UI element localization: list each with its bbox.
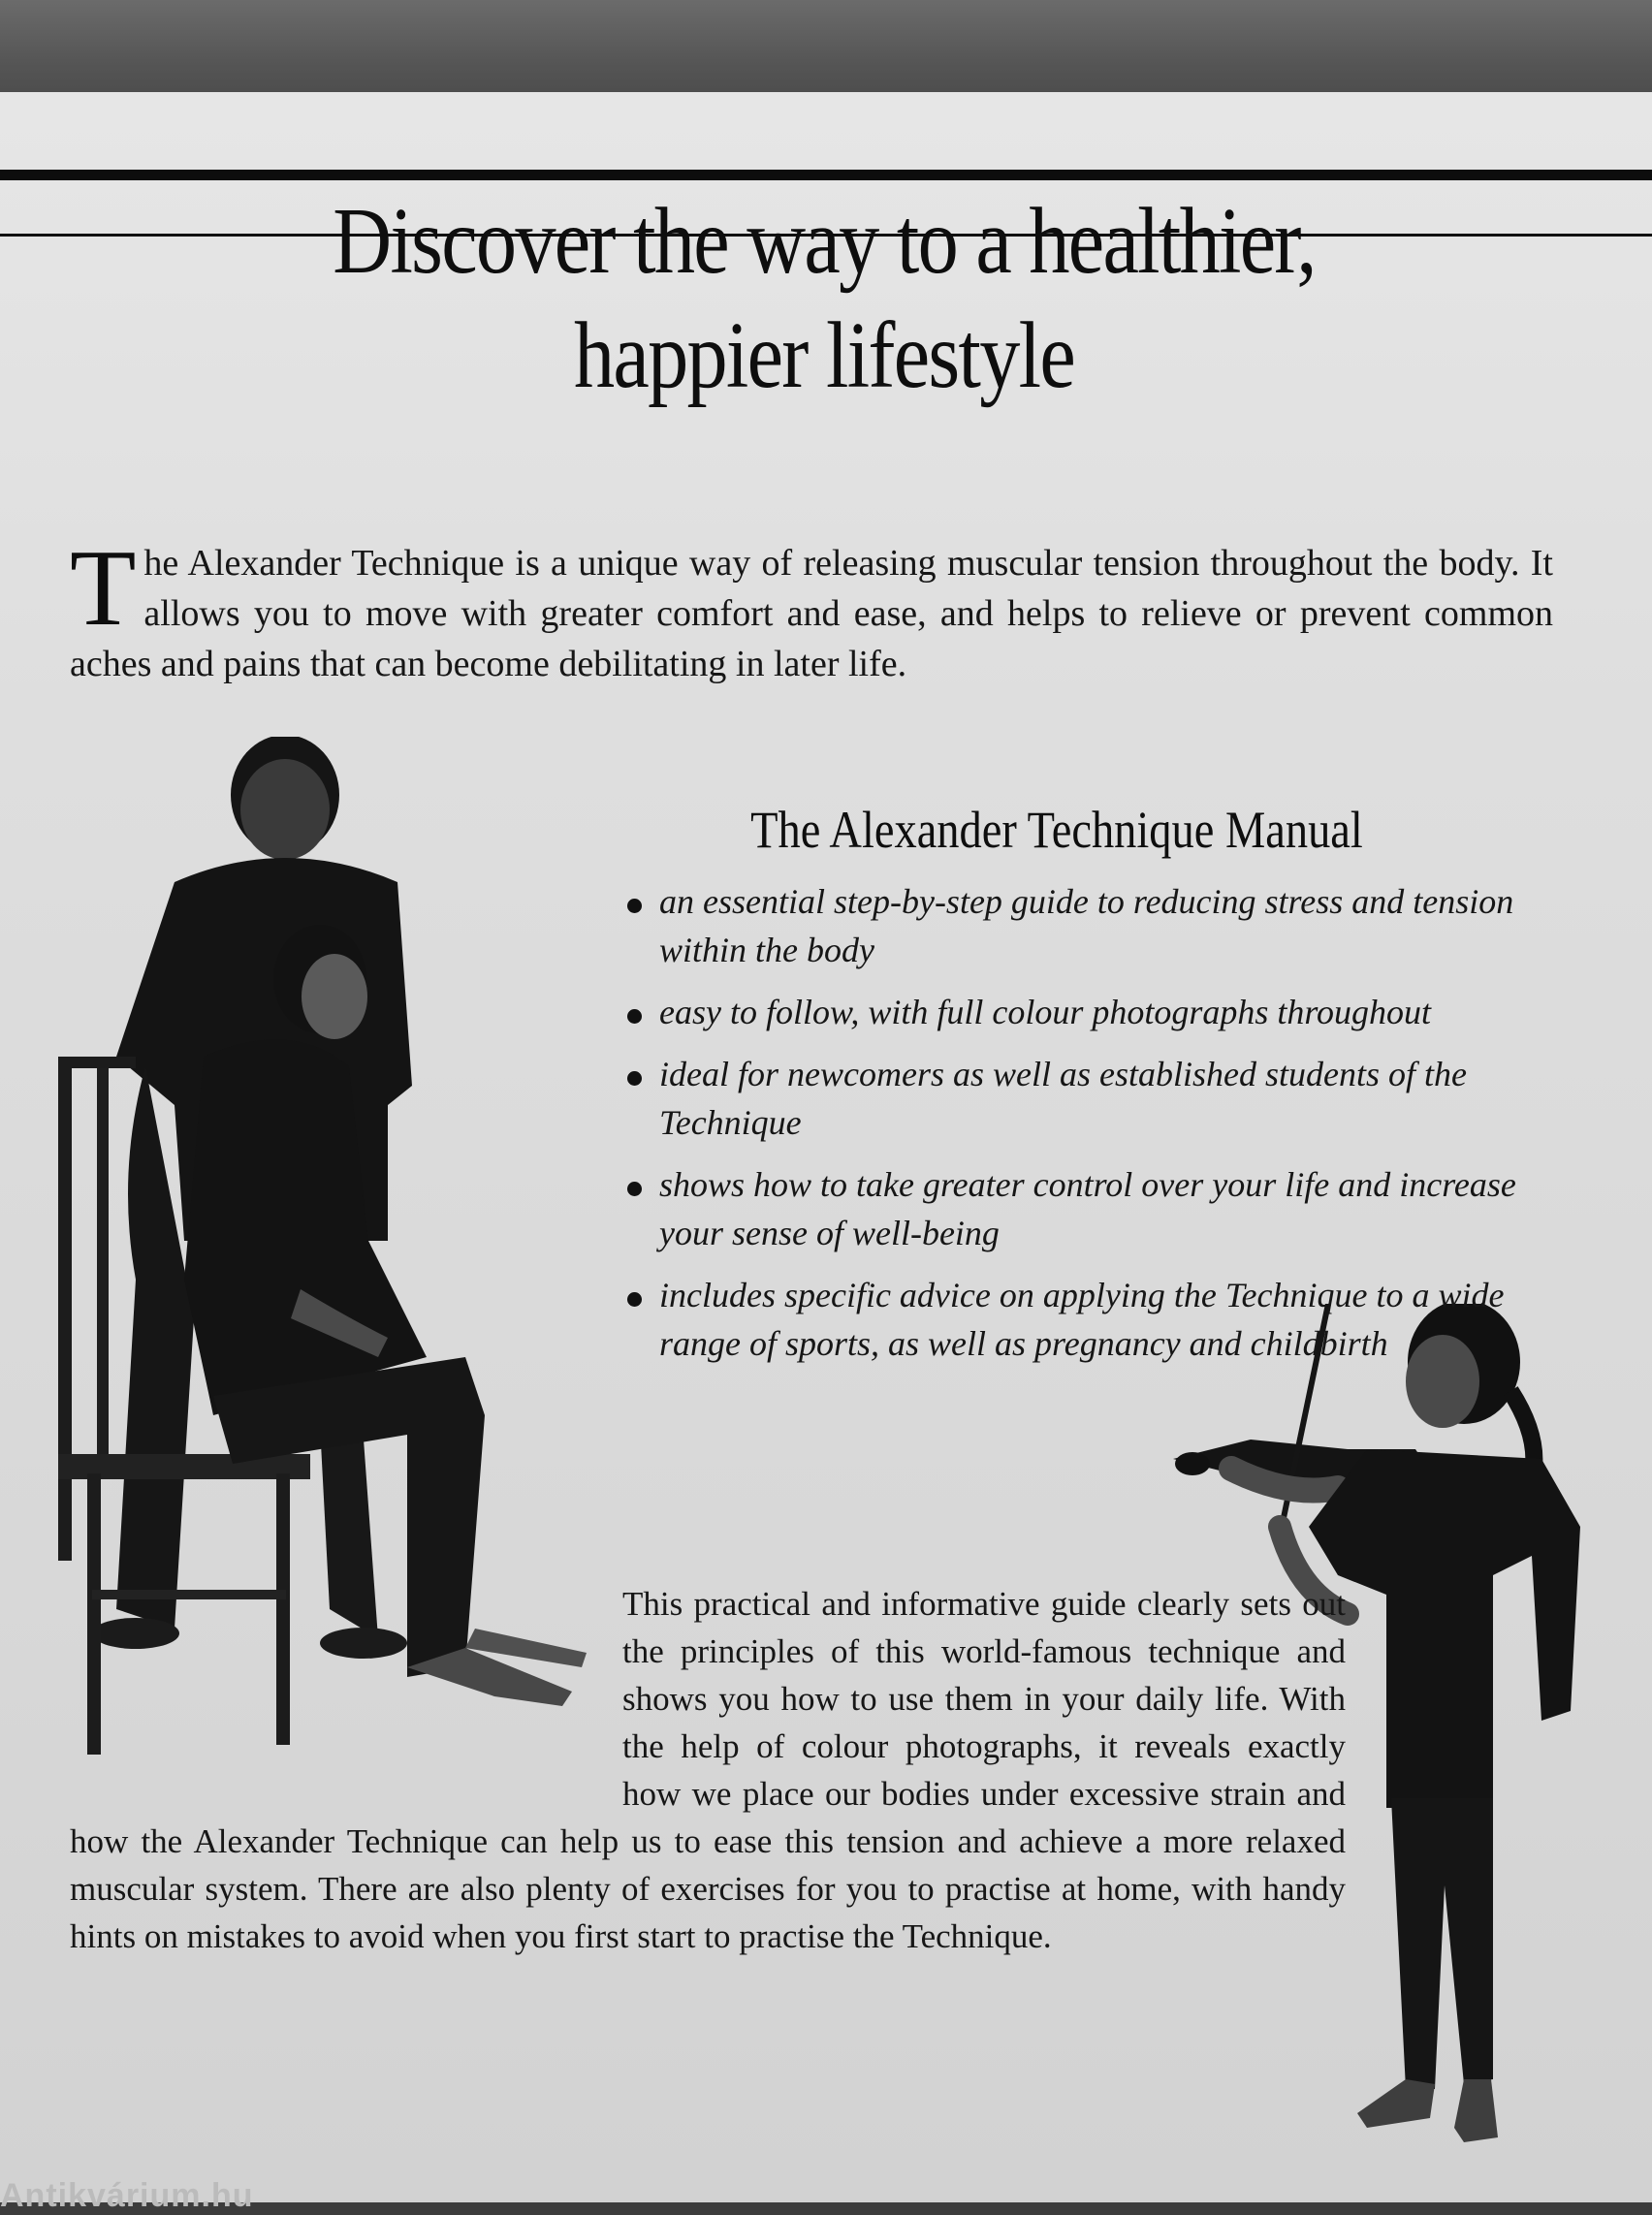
list-item: ideal for newcomers as well as established students of the Technique [620, 1050, 1541, 1147]
description-text: This practical and informative guide clearly sets out the principles of this world-famous technique and shows you how to use them in your daily life. With the help of colour photographs, it reveals exactly how we place our bodies under excessive strain and how the Alexander Technique can help us to ease this tension and achieve a more relaxed muscular system. There are also plenty of exercises for you to practise at home, with handy hints on mistakes to avoid when you first start to practise the Technique. [70, 1585, 1346, 1955]
drop-cap: T [70, 528, 137, 649]
photo-wrap-spacer [70, 1580, 622, 1818]
list-item: easy to follow, with full colour photographs throughout [620, 988, 1541, 1036]
headline [266, 184, 1382, 413]
headline-line-1: Discover the way to a healthier, [333, 189, 1316, 294]
intro-paragraph [70, 528, 1553, 689]
description-paragraph [70, 1580, 1346, 1960]
list-item: includes specific advice on applying the Technique to a wide range of sports, as well as pregnancy and childbirth [620, 1271, 1541, 1368]
list-item: an essential step-by-step guide to reducing stress and tension within the body [620, 877, 1541, 974]
list-item: shows how to take greater control over your life and increase your sense of well-being [620, 1160, 1541, 1257]
watermark: Antikvárium.hu [0, 2177, 254, 2214]
headline-line-2: happier lifestyle [573, 303, 1075, 408]
manual-title: The Alexander Technique Manual [750, 801, 1363, 859]
manual-feature-list [620, 877, 1541, 1381]
intro-text: he Alexander Technique is a unique way of releasing muscular tension throughout the body. It allows you to move with greater comfort and ease, and helps to relieve or prevent common aches and pains that can become debilitating in later life. [70, 543, 1553, 684]
background-surface [0, 0, 1652, 107]
top-rule-thick [0, 170, 1652, 180]
